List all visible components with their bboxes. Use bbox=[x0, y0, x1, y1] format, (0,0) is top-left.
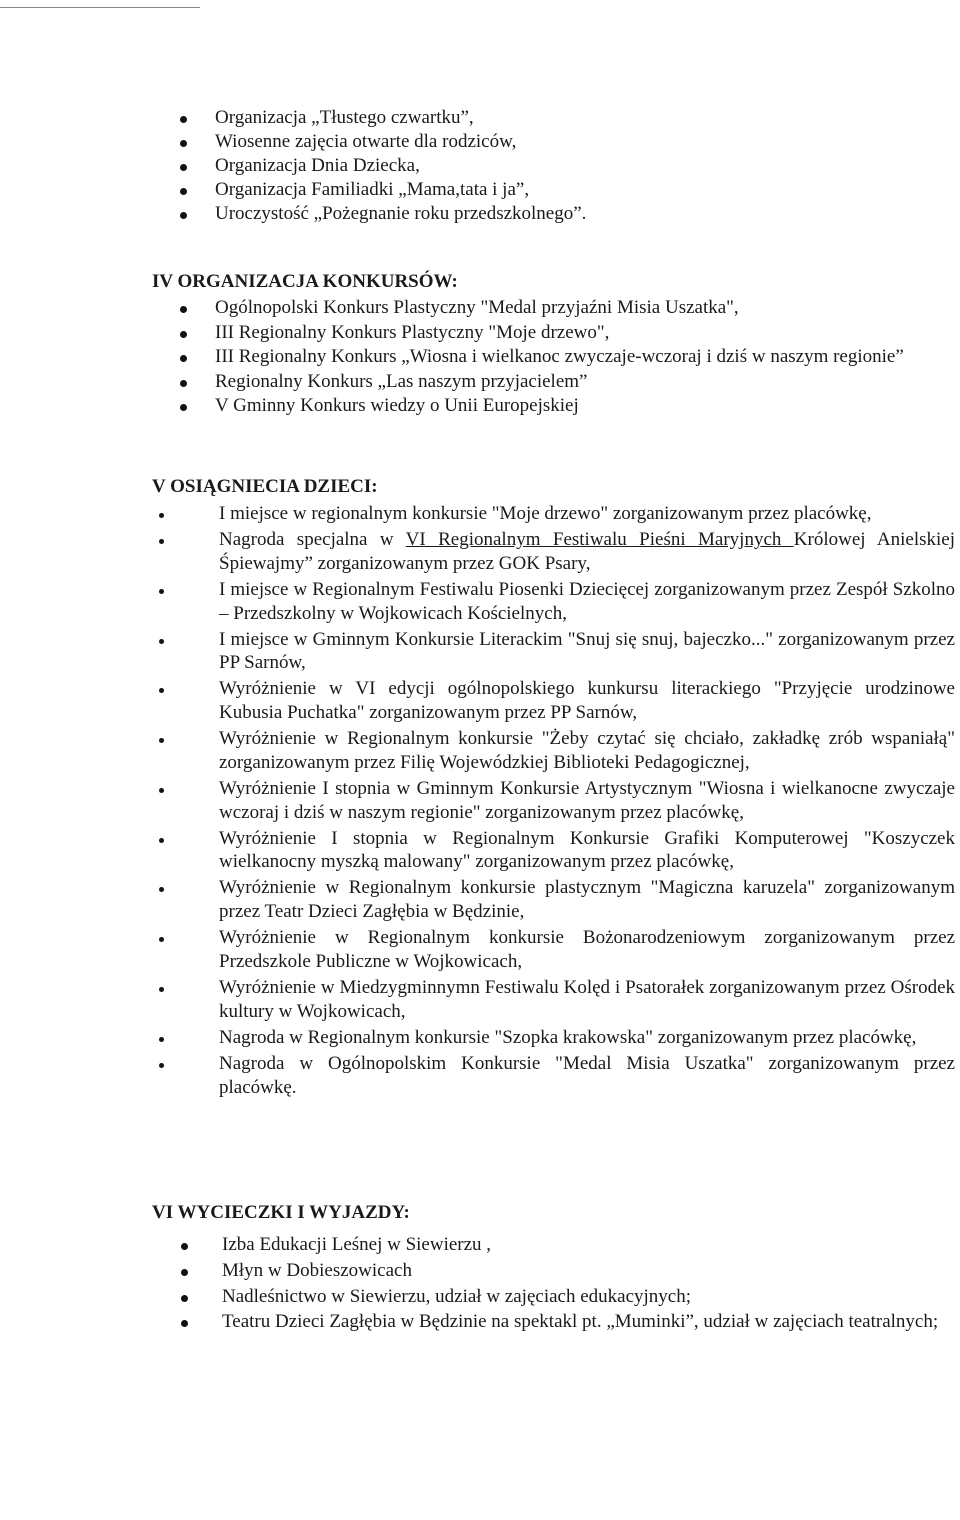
bullet-icon bbox=[181, 1295, 188, 1302]
list-item: Ogólnopolski Konkurs Plastyczny "Medal przyjaźni Misia Uszatka", bbox=[215, 296, 955, 320]
bullet-icon bbox=[159, 838, 164, 843]
list-item: Uroczystość „Pożegnanie roku przedszkolnego”. bbox=[215, 202, 935, 226]
bullet-icon bbox=[159, 887, 164, 892]
list-item: Wyróżnienie I stopnia w Regionalnym Konkursie Grafiki Komputerowej "Koszyczek wielkanocny myszką malowany" zorganizowanym przez placówkę, bbox=[219, 827, 955, 875]
list-item: V Gminny Konkurs wiedzy o Unii Europejskiej bbox=[215, 394, 955, 418]
section-heading-osiagniecia: V OSIĄGNIECIA DZIECI: bbox=[152, 476, 378, 497]
bullet-icon bbox=[159, 589, 164, 594]
events-list bbox=[215, 106, 935, 226]
bullet-icon bbox=[159, 1037, 164, 1042]
list-item: Wyróżnienie w Regionalnym konkursie Bożonarodzeniowym zorganizowanym przez Przedszkole Publiczne w Wojkowicach, bbox=[219, 926, 955, 974]
bullet-icon bbox=[180, 140, 187, 147]
list-item: Nagroda w Ogólnopolskim Konkursie "Medal Misia Uszatka" zorganizowanym przez placówkę. bbox=[219, 1052, 955, 1100]
list-item: Wyróżnienie w Regionalnym konkursie plastycznym "Magiczna karuzela" zorganizowanym przez Teatr Dzieci Zagłębia w Będzinie, bbox=[219, 876, 955, 924]
bullet-icon bbox=[180, 404, 187, 411]
bullet-icon bbox=[180, 212, 187, 219]
list-item: Organizacja Familiadki „Mama,tata i ja”, bbox=[215, 178, 935, 202]
wycieczki-list bbox=[222, 1233, 952, 1336]
bullet-icon bbox=[159, 639, 164, 644]
underlined-festival-name: VI Regionalnym Festiwalu Pieśni Maryjnych bbox=[405, 528, 794, 550]
list-item: Wyróżnienie w Regionalnym konkursie "Żeby czytać się chciało, zakładkę zrób wspaniałą" zorganizowanym przez Filię Wojewódzkiej Biblioteki Pedagogicznej, bbox=[219, 727, 955, 775]
bullet-icon bbox=[159, 539, 164, 544]
list-item: Nagroda w Regionalnym konkursie "Szopka krakowska" zorganizowanym przez placówkę, bbox=[219, 1026, 955, 1050]
list-item: III Regionalny Konkurs „Wiosna i wielkanoc zwyczaje-wczoraj i dziś w naszym regionie” bbox=[215, 345, 955, 369]
list-item: Nadleśnictwo w Siewierzu, udział w zajęciach edukacyjnych; bbox=[222, 1285, 952, 1309]
bullet-icon bbox=[159, 987, 164, 992]
list-item: Wyróżnienie w VI edycji ogólnopolskiego kunkursu literackiego "Przyjęcie urodzinowe Kubusia Puchatka" zorganizowanym przez PP Sarnów, bbox=[219, 677, 955, 725]
bullet-icon bbox=[159, 513, 164, 518]
bullet-icon bbox=[180, 331, 187, 338]
bullet-icon bbox=[159, 937, 164, 942]
bullet-icon bbox=[181, 1243, 188, 1250]
list-item: Wyróżnienie w Miedzygminnymn Festiwalu Kolęd i Psatorałek zorganizowanym przez Ośrodek kultury w Wojkowicach, bbox=[219, 976, 955, 1024]
bullet-icon bbox=[180, 116, 187, 123]
bullet-icon bbox=[181, 1269, 188, 1276]
bullet-icon bbox=[159, 788, 164, 793]
list-item-text: Nagroda specjalna w VI Regionalnym Festiwalu Pieśni Maryjnych Królowej Anielskiej Śpiewajmy” zorganizowanym przez GOK Psary, bbox=[219, 528, 955, 574]
bullet-icon bbox=[180, 188, 187, 195]
osiagniecia-list bbox=[219, 502, 955, 1102]
list-item: I miejsce w Regionalnym Festiwalu Piosenki Dziecięcej zorganizowanym przez Zespół Szkolno – Przedszkolny w Wojkowicach Kościelnych, bbox=[219, 578, 955, 626]
bullet-icon bbox=[159, 1063, 164, 1068]
bullet-icon bbox=[159, 738, 164, 743]
list-item: III Regionalny Konkurs Plastyczny "Moje drzewo", bbox=[215, 321, 955, 345]
list-item: Regionalny Konkurs „Las naszym przyjacielem” bbox=[215, 370, 955, 394]
konkursy-list bbox=[215, 296, 955, 419]
bullet-icon bbox=[181, 1320, 188, 1327]
list-item: Młyn w Dobieszowicach bbox=[222, 1259, 952, 1283]
list-item: I miejsce w Gminnym Konkursie Literackim "Snuj się snuj, bajeczko..." zorganizowanym przez PP Sarnów, bbox=[219, 628, 955, 676]
list-item: I miejsce w regionalnym konkursie "Moje drzewo" zorganizowanym przez placówkę, bbox=[219, 502, 955, 526]
scan-top-rule bbox=[0, 7, 200, 8]
list-item: Wyróżnienie I stopnia w Gminnym Konkursie Artystycznym "Wiosna i wielkanocne zwyczaje wczoraj i dziś w naszym regionie" zorganizowanym przez placówkę, bbox=[219, 777, 955, 825]
list-item: Organizacja „Tłustego czwartku”, bbox=[215, 106, 935, 130]
list-item: Teatru Dzieci Zagłębia w Będzinie na spektakl pt. „Muminki”, udział w zajęciach teatralnych; bbox=[222, 1310, 952, 1334]
list-item bbox=[219, 528, 955, 576]
bullet-icon bbox=[180, 164, 187, 171]
bullet-icon bbox=[159, 688, 164, 693]
section-heading-konkursy: IV ORGANIZACJA KONKURSÓW: bbox=[152, 271, 458, 292]
section-heading-wycieczki: VI WYCIECZKI I WYJAZDY: bbox=[152, 1202, 410, 1223]
list-item: Organizacja Dnia Dziecka, bbox=[215, 154, 935, 178]
bullet-icon bbox=[180, 306, 187, 313]
bullet-icon bbox=[180, 380, 187, 387]
bullet-icon bbox=[180, 355, 187, 362]
list-item: Wiosenne zajęcia otwarte dla rodziców, bbox=[215, 130, 935, 154]
list-item: Izba Edukacji Leśnej w Siewierzu , bbox=[222, 1233, 952, 1257]
